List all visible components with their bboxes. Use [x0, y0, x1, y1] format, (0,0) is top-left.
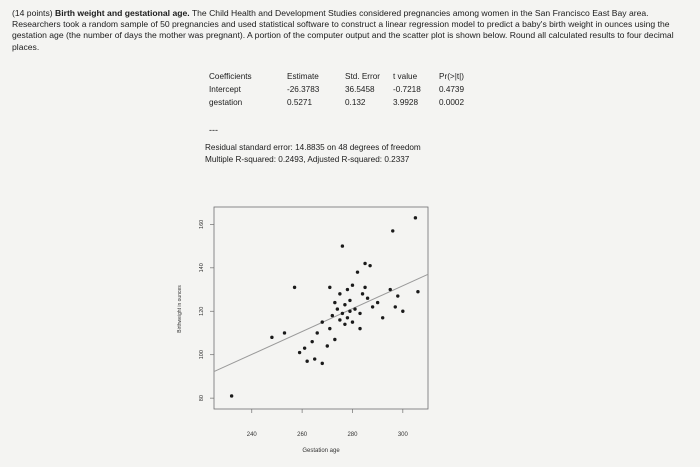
y-tick-label: 160	[199, 219, 205, 229]
header-coefficients: Coefficients	[209, 72, 252, 81]
scatter-point	[313, 357, 316, 360]
scatter-point	[366, 297, 369, 300]
scatter-point	[351, 283, 354, 286]
y-tick-labels	[199, 220, 205, 401]
scatter-point	[303, 346, 306, 349]
scatter-point	[389, 288, 392, 291]
scatter-point	[338, 318, 341, 321]
scatter-point	[336, 307, 339, 310]
y-tick-label: 140	[199, 263, 205, 273]
output-ellipsis: ---	[209, 125, 218, 135]
scatter-point	[358, 327, 361, 330]
scatter-point	[368, 264, 371, 267]
scatter-point	[363, 262, 366, 265]
scatter-point	[341, 244, 344, 247]
cell-std-error: 0.132	[345, 98, 366, 107]
question-body: The Child Health and Development Studies considered pregnancies among women in the San Francisco East Bay area. Researchers took a random sample of 50 pregnancies and used statistical software to construct a linear regression model to predict a baby's birth weight in ounces using the gestation age (the number of days the mother was pregnant). A portion of the computer output and the scatter plot is shown below. Round all calculated results to four decimal places.	[12, 8, 674, 52]
scatter-point	[391, 229, 394, 232]
y-tick-label: 120	[199, 306, 205, 316]
scatter-point	[343, 303, 346, 306]
scatter-point	[328, 286, 331, 289]
scatter-point	[321, 320, 324, 323]
scatter-point	[341, 312, 344, 315]
scatter-point	[293, 286, 296, 289]
cell-std-error: 36.5458	[345, 85, 375, 94]
scatter-point	[351, 320, 354, 323]
cell-term: gestation	[209, 98, 243, 107]
scatter-point	[326, 344, 329, 347]
scatter-point	[363, 286, 366, 289]
scatter-point	[270, 336, 273, 339]
cell-t-value: 3.9928	[393, 98, 419, 107]
scatter-point	[333, 338, 336, 341]
scatter-point	[376, 301, 379, 304]
scatter-point	[321, 362, 324, 365]
x-tick-label: 300	[397, 432, 408, 438]
x-axis-label: Gestation age	[302, 448, 340, 454]
scatter-point	[348, 299, 351, 302]
scatter-point	[333, 301, 336, 304]
scatter-point	[346, 288, 349, 291]
scatter-point	[346, 316, 349, 319]
x-tick-label: 240	[246, 432, 257, 438]
scatter-point	[298, 351, 301, 354]
y-axis-label: Birthweight in ounces	[177, 285, 183, 333]
x-tick-label: 280	[347, 432, 358, 438]
scatter-point	[401, 310, 404, 313]
r-squared-line: Multiple R-squared: 0.2493, Adjusted R-squared: 0.2337	[205, 155, 410, 164]
scatter-point	[414, 216, 417, 219]
cell-p-value: 0.0002	[439, 98, 465, 107]
cell-estimate: -26.3783	[287, 85, 320, 94]
scatter-point	[283, 331, 286, 334]
header-p-value: Pr(>|t|)	[439, 72, 464, 81]
scatter-point	[343, 323, 346, 326]
scatter-point	[394, 305, 397, 308]
scatter-point	[316, 331, 319, 334]
scatter-point	[305, 360, 308, 363]
header-std-error: Std. Error	[345, 72, 381, 81]
scatter-point	[356, 270, 359, 273]
scatter-point	[361, 292, 364, 295]
scatter-point	[230, 394, 233, 397]
cell-p-value: 0.4739	[439, 85, 465, 94]
scatter-point	[328, 327, 331, 330]
header-estimate: Estimate	[287, 72, 319, 81]
cell-estimate: 0.5271	[287, 98, 313, 107]
cell-term: Intercept	[209, 85, 241, 94]
question-points: (14 points)	[12, 8, 53, 18]
scatter-point	[310, 340, 313, 343]
scatter-point	[348, 310, 351, 313]
x-tick-labels	[247, 432, 409, 438]
cell-t-value: -0.7218	[393, 85, 421, 94]
x-tick-label: 260	[297, 432, 308, 438]
question-title: Birth weight and gestational age.	[55, 8, 190, 18]
header-t-value: t value	[393, 72, 418, 81]
scatter-point	[371, 305, 374, 308]
scatter-point	[381, 316, 384, 319]
residual-error-line: Residual standard error: 14.8835 on 48 degrees of freedom	[205, 143, 421, 152]
scatter-point	[358, 312, 361, 315]
data-points	[230, 216, 420, 398]
scatter-point	[353, 307, 356, 310]
scatter-point	[331, 314, 334, 317]
axis-ticks	[210, 224, 403, 413]
y-tick-label: 100	[199, 350, 205, 360]
scatter-point	[338, 292, 341, 295]
scatter-point	[396, 294, 399, 297]
y-tick-label: 80	[199, 395, 205, 402]
scatter-point	[416, 290, 419, 293]
